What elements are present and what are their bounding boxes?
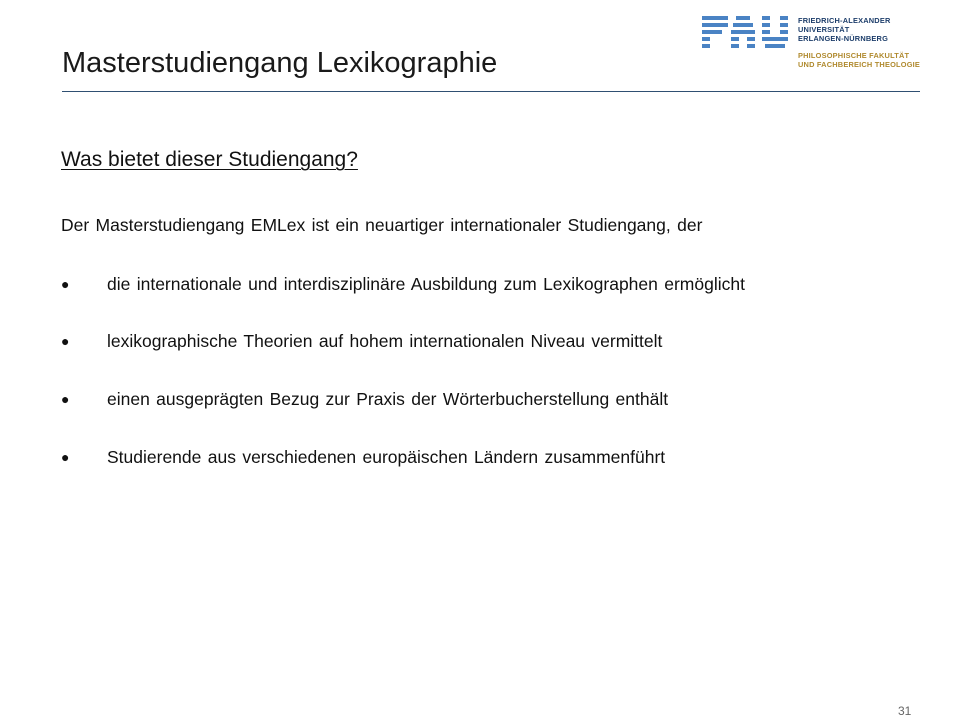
bullet-list [61,271,921,471]
bullet-item [61,328,921,355]
bullet-text: Studierende aus verschiedenen europäischen Ländern zusammenführt [107,447,666,467]
bullet-dot-icon: ● [61,391,70,407]
intro-text: Der Masterstudiengang EMLex ist ein neuartiger internationaler Studiengang, der [61,215,703,235]
fau-logo-mark [702,14,794,56]
bullet-dot-icon: ● [61,449,70,465]
bullet-dot-icon: ● [61,333,70,349]
bullet-text: einen ausgeprägten Bezug zur Praxis der Wörterbucherstellung enthält [107,389,669,409]
logo-faculty-line-1: PHILOSOPHISCHE FAKULTÄT [798,51,910,60]
logo-university-line-3: ERLANGEN-NÜRNBERG [798,34,889,43]
bullet-text: die internationale und interdisziplinäre Ausbildung zum Lexikographen ermöglicht [107,274,745,294]
logo-faculty-line-2: UND FACHBEREICH THEOLOGIE [798,60,921,69]
bullet-dot-icon: ● [61,276,70,292]
title-divider [62,91,920,92]
page-number: 31 [898,704,912,718]
bullet-item [61,386,921,413]
bullet-item [61,444,921,471]
slide-title: Masterstudiengang Lexikographie [62,47,498,79]
bullet-item [61,271,921,298]
logo-university-line-1: FRIEDRICH-ALEXANDER [798,16,891,25]
section-heading: Was bietet dieser Studiengang? [61,148,358,171]
logo-university-line-2: UNIVERSITÄT [798,25,850,34]
bullet-text: lexikographische Theorien auf hohem internationalen Niveau vermittelt [107,331,663,351]
fau-logo [702,14,927,76]
